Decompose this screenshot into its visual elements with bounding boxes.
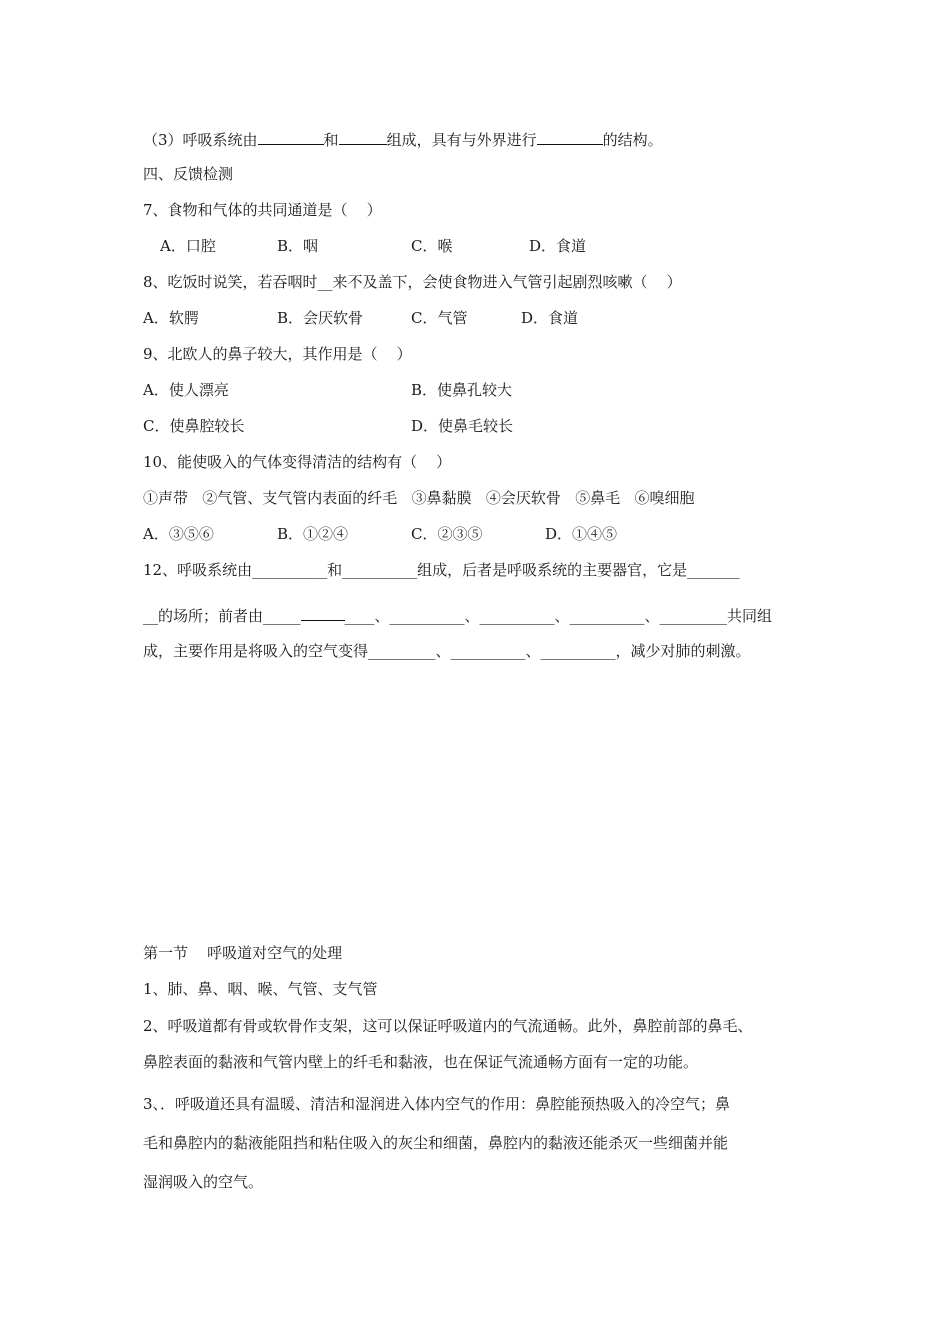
answer-1: 1、肺、鼻、咽、喉、气管、支气管 (143, 980, 378, 998)
answer-2-line-1: 2、呼吸道都有骨或软骨作支架，这可以保证呼吸道内的气流通畅。此外，鼻腔前部的鼻毛、 (143, 1017, 753, 1035)
q10-option-d[interactable]: D．①④⑤ (545, 525, 618, 543)
section-heading: 四、反馈检测 (143, 165, 234, 183)
q8-option-b[interactable]: B．会厌软骨 (277, 309, 364, 327)
q7-option-c[interactable]: C．喉 (411, 237, 453, 255)
q12-line-2b: ____、__________、__________、__________、_________共同组 (344, 607, 773, 625)
answer-3-line-3: 湿润吸入的空气。 (143, 1173, 264, 1191)
q3-mid1: 和 (323, 131, 339, 149)
q3-mid2: 组成，具有与外界进行 (386, 131, 537, 149)
q7-option-d[interactable]: D．食道 (529, 237, 587, 255)
q9-option-a[interactable]: A．使人漂亮 (143, 381, 229, 399)
q8-option-d[interactable]: D．食道 (521, 309, 579, 327)
q7-option-a[interactable]: A．口腔 (160, 237, 216, 255)
q10-option-a[interactable]: A．③⑤⑥ (143, 525, 214, 543)
q3-blank-2[interactable] (339, 128, 387, 145)
q8-option-a[interactable]: A．软腭 (143, 309, 199, 327)
q10-option-c[interactable]: C．②③⑤ (411, 525, 483, 543)
q9-option-b[interactable]: B．使鼻孔较大 (411, 381, 513, 399)
answer-section-title: 第一节 呼吸道对空气的处理 (143, 944, 343, 962)
answer-3-line-1: 3、．呼吸道还具有温暖、清洁和湿润进入体内空气的作用：鼻腔能预热吸入的冷空气；鼻 (143, 1095, 731, 1113)
answer-2-line-2: 鼻腔表面的黏液和气管内壁上的纤毛和黏液，也在保证气流通畅方面有一定的功能。 (143, 1053, 699, 1071)
q3-suffix: 的结构。 (602, 131, 663, 149)
q3-line (143, 128, 663, 150)
q7-option-b[interactable]: B．咽 (277, 237, 319, 255)
q12-line-3: 成，主要作用是将吸入的空气变得_________、__________、__________，减少对肺的刺激。 (143, 642, 751, 660)
q12-line-1: 12、呼吸系统由__________和__________组成，后者是呼吸系统的主要器官，它是_______ (143, 561, 740, 579)
q3-blank-3[interactable] (537, 128, 603, 145)
answer-3-line-2: 毛和鼻腔内的黏液能阻挡和粘住吸入的灰尘和细菌，鼻腔内的黏液还能杀灭一些细菌并能 (143, 1134, 729, 1152)
q9-option-c[interactable]: C．使鼻腔较长 (143, 417, 245, 435)
q12-line-2 (143, 606, 772, 626)
q9-stem: 9、北欧人的鼻子较大，其作用是（ ） (143, 345, 412, 363)
q12-solid-blank[interactable] (301, 606, 345, 621)
q3-prefix: （3）呼吸系统由 (143, 131, 258, 149)
q10-option-b[interactable]: B．①②④ (277, 525, 349, 543)
q12-line-2a: __的场所；前者由_____ (143, 607, 301, 625)
q7-stem: 7、食物和气体的共同通道是（ ） (143, 201, 382, 219)
q3-blank-1[interactable] (258, 128, 324, 145)
q9-option-d[interactable]: D．使鼻毛较长 (411, 417, 514, 435)
q8-option-c[interactable]: C．气管 (411, 309, 468, 327)
q10-items: ①声带 ②气管、支气管内表面的纤毛 ③鼻黏膜 ④会厌软骨 ⑤鼻毛 ⑥嗅细胞 (143, 489, 695, 507)
q8-stem: 8、吃饭时说笑，若吞咽时__来不及盖下，会使食物进入气管引起剧烈咳嗽（ ） (143, 273, 682, 291)
q10-stem: 10、能使吸入的气体变得清洁的结构有（ ） (143, 453, 452, 471)
